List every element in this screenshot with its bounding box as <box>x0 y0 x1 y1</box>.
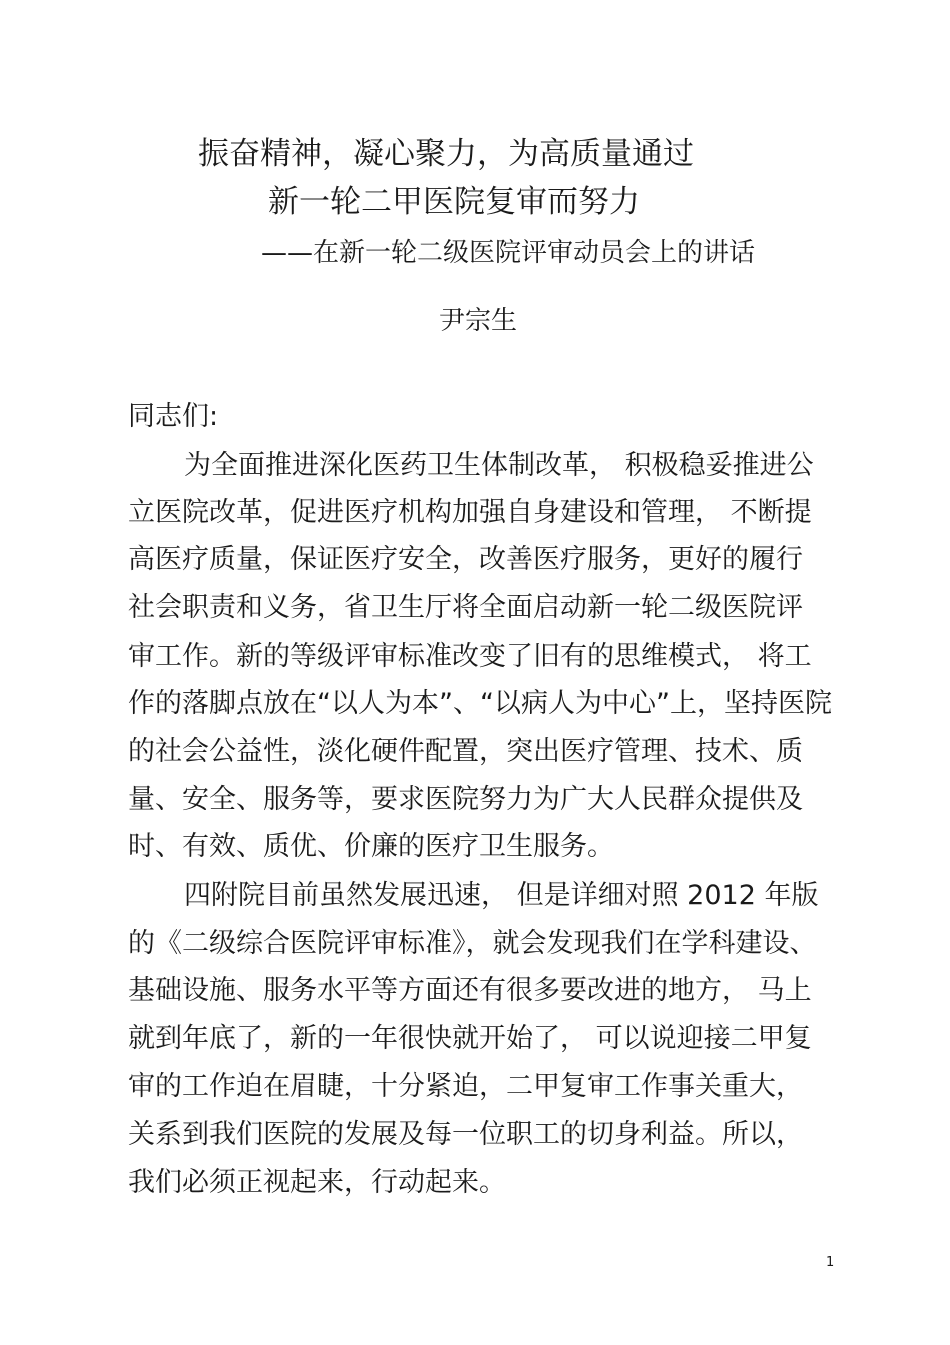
paragraph-2-line: 我们必须正视起来，行动起来。 <box>128 1167 506 1198</box>
paragraph-1-line: 量、安全、服务等，要求医院努力为广大人民群众提供及 <box>128 784 803 815</box>
paragraph-1-line: 立医院改革，促进医疗机构加强自身建设和管理， 不断提 <box>128 497 812 528</box>
paragraph-1-line: 高医疗质量，保证医疗安全，改善医疗服务，更好的履行 <box>128 544 803 575</box>
title-line-1: 振奋精神，凝心聚力，为高质量通过 <box>198 136 694 172</box>
paragraph-1-line: 作的落脚点放在“以人为本”、“以病人为中心”上，坚持医院 <box>128 688 832 719</box>
salutation: 同志们: <box>128 401 219 432</box>
paragraph-2-line: 的《二级综合医院评审标准》，就会发现我们在学科建设、 <box>128 928 817 959</box>
paragraph-1-line: 审工作。新的等级评审标准改变了旧有的思维模式， 将工 <box>128 641 812 672</box>
paragraph-1-line: 社会职责和义务，省卫生厅将全面启动新一轮二级医院评 <box>128 592 803 623</box>
paragraph-2-line: 审的工作迫在眉睫，十分紧迫，二甲复审工作事关重大， <box>128 1071 803 1102</box>
paragraph-2-line: 关系到我们医院的发展及每一位职工的切身利益。所以， <box>128 1119 803 1150</box>
paragraph-1-line: 时、有效、质优、价廉的医疗卫生服务。 <box>128 831 614 862</box>
paragraph-2-line: 四附院目前虽然发展迅速， 但是详细对照 2012 年版 <box>184 880 819 911</box>
paragraph-2-line: 基础设施、服务水平等方面还有很多要改进的地方， 马上 <box>128 975 812 1006</box>
paragraph-1-line: 的社会公益性，淡化硬件配置，突出医疗管理、技术、质 <box>128 736 803 767</box>
title-line-2: 新一轮二甲医院复审而努力 <box>268 184 640 220</box>
author-name: 尹宗生 <box>439 306 518 336</box>
subtitle: ——在新一轮二级医院评审动员会上的讲话 <box>261 238 756 268</box>
paragraph-2-line: 就到年底了，新的一年很快就开始了， 可以说迎接二甲复 <box>128 1023 812 1054</box>
paragraph-1-line: 为全面推进深化医药卫生体制改革， 积极稳妥推进公 <box>184 450 814 481</box>
page-number: 1 <box>826 1255 835 1270</box>
